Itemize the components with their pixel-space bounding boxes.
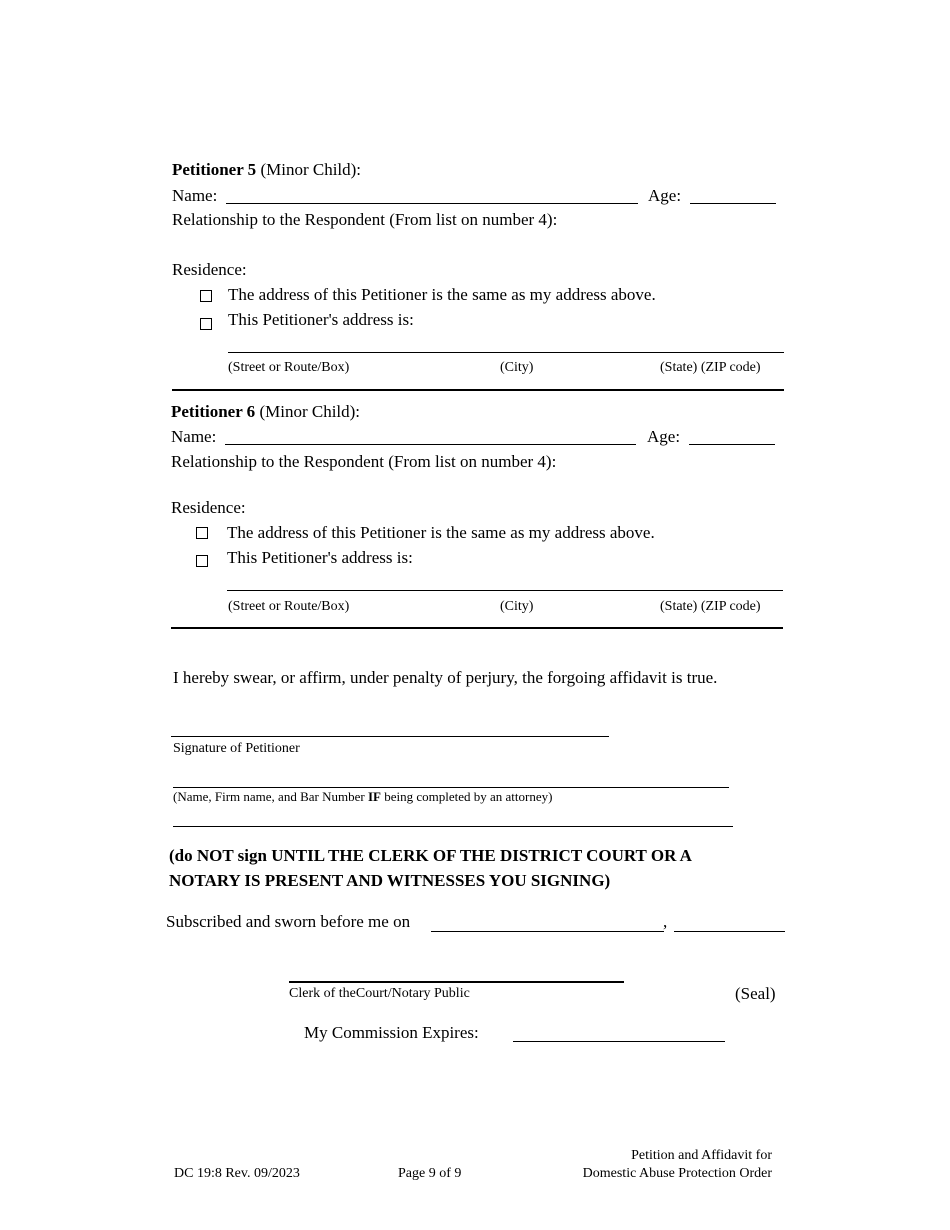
petitioner-5-address-field[interactable] <box>228 352 784 353</box>
section-divider <box>171 627 783 629</box>
attorney-info-field-2[interactable] <box>173 826 733 827</box>
clerk-signature-field[interactable] <box>289 981 624 983</box>
commission-label: My Commission Expires: <box>304 1023 479 1042</box>
petitioner-5-relationship-label: Relationship to the Respondent (From list on number 4): <box>172 210 558 229</box>
petitioner-6-other-address-label: This Petitioner's address is: <box>227 548 413 567</box>
petitioner-5-state-zip-caption: (State) (ZIP code) <box>660 360 761 375</box>
petitioner-6-other-address-checkbox[interactable] <box>196 555 208 567</box>
petitioner-6-same-address-label: The address of this Petitioner is the same as my address above. <box>227 523 655 542</box>
petitioner-5-name-label: Name: <box>172 186 218 205</box>
petitioner-5-heading: Petitioner 5 (Minor Child): <box>172 160 362 179</box>
petitioner-6-street-caption: (Street or Route/Box) <box>228 599 350 614</box>
petitioner-6-same-address-checkbox[interactable] <box>196 527 208 539</box>
footer-page-number: Page 9 of 9 <box>398 1166 462 1181</box>
petitioner-5-other-address-label: This Petitioner's address is: <box>228 310 414 329</box>
petitioner-signature-field[interactable] <box>171 736 609 737</box>
petitioner-6-heading: Petitioner 6 (Minor Child): <box>171 402 361 421</box>
petitioner-6-residence-label: Residence: <box>171 498 246 517</box>
petitioner-6-city-caption: (City) <box>500 599 534 614</box>
clerk-caption: Clerk of theCourt/Notary Public <box>289 986 470 1001</box>
sworn-date-field[interactable] <box>431 931 664 932</box>
petitioner-5-same-address-checkbox[interactable] <box>200 290 212 302</box>
attorney-info-field[interactable] <box>173 787 729 788</box>
petitioner-5-other-address-checkbox[interactable] <box>200 318 212 330</box>
footer-form-number: DC 19:8 Rev. 09/2023 <box>174 1166 300 1181</box>
petitioner-6-relationship-label: Relationship to the Respondent (From list on number 4): <box>171 452 557 471</box>
petitioner-6-name-label: Name: <box>171 427 217 446</box>
warning-line-2: NOTARY IS PRESENT AND WITNESSES YOU SIGNING) <box>169 871 611 890</box>
footer-title-line-1: Petition and Affidavit for <box>631 1148 772 1163</box>
sworn-year-field[interactable] <box>674 931 785 932</box>
sworn-comma: , <box>663 912 668 931</box>
footer-title-line-2: Domestic Abuse Protection Order <box>582 1166 772 1181</box>
petitioner-6-age-label: Age: <box>647 427 681 446</box>
signature-caption: Signature of Petitioner <box>173 741 300 756</box>
petitioner-6-age-field[interactable] <box>689 444 775 445</box>
petitioner-5-age-field[interactable] <box>690 203 776 204</box>
petitioner-5-city-caption: (City) <box>500 360 534 375</box>
petitioner-6-name-field[interactable] <box>225 444 636 445</box>
warning-line-1: (do NOT sign UNTIL THE CLERK OF THE DISTRICT COURT OR A <box>169 846 692 865</box>
subscribed-label: Subscribed and sworn before me on <box>166 912 411 931</box>
attorney-caption: (Name, Firm name, and Bar Number IF being completed by an attorney) <box>173 789 553 804</box>
petitioner-5-street-caption: (Street or Route/Box) <box>228 360 350 375</box>
petitioner-5-name-field[interactable] <box>226 203 638 204</box>
seal-label: (Seal) <box>735 984 776 1003</box>
petitioner-5-age-label: Age: <box>648 186 682 205</box>
section-divider <box>172 389 784 391</box>
petitioner-6-state-zip-caption: (State) (ZIP code) <box>660 599 761 614</box>
commission-expires-field[interactable] <box>513 1041 725 1042</box>
affirmation-text: I hereby swear, or affirm, under penalty of perjury, the forgoing affidavit is true. <box>173 668 718 687</box>
petitioner-6-address-field[interactable] <box>227 590 783 591</box>
petitioner-5-same-address-label: The address of this Petitioner is the same as my address above. <box>228 285 656 304</box>
petitioner-5-residence-label: Residence: <box>172 260 247 279</box>
